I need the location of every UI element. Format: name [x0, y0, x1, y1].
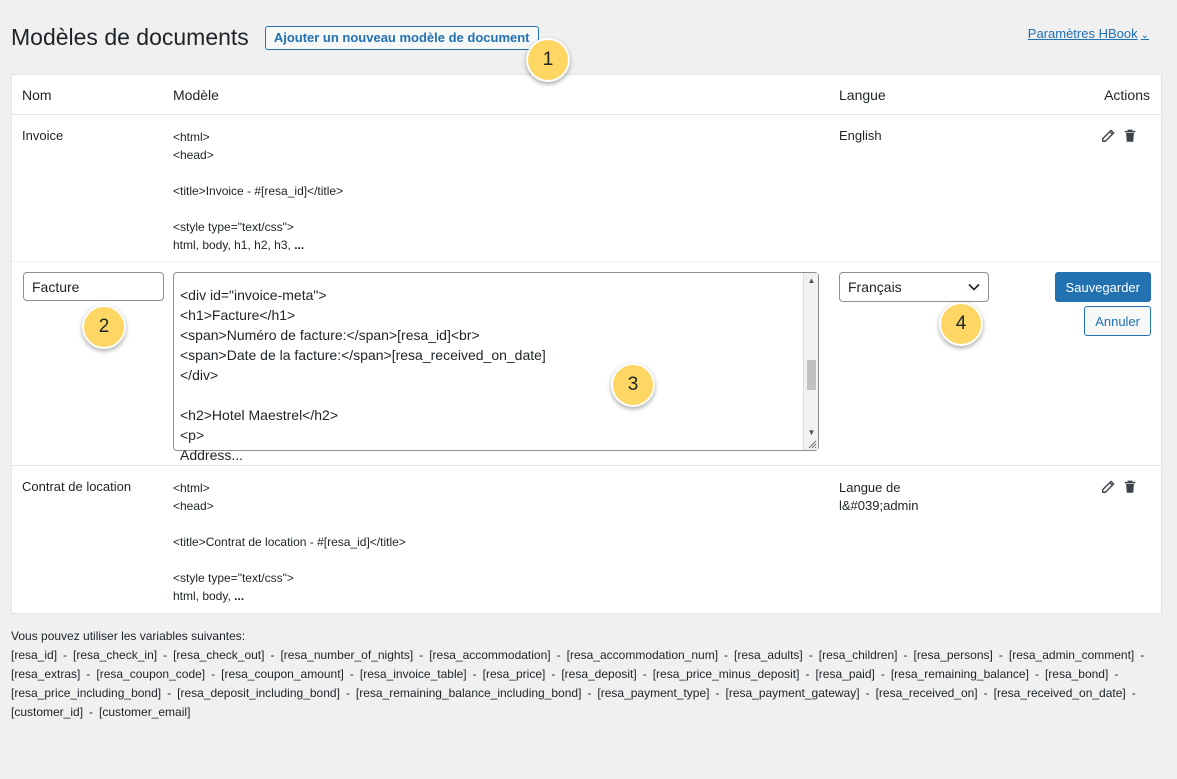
preview-line: [173, 200, 839, 218]
variable-separator: -: [587, 686, 592, 700]
variable-separator: -: [1114, 667, 1119, 681]
preview-line: [173, 515, 839, 533]
variable-separator: -: [349, 667, 354, 681]
variable-separator: -: [880, 667, 885, 681]
table-header: [12, 75, 1161, 115]
variable-token: [resa_price_minus_deposit]: [652, 667, 800, 681]
variable-separator: -: [63, 648, 68, 662]
variable-separator: -: [805, 667, 810, 681]
variable-token: [resa_payment_gateway]: [725, 686, 860, 700]
variable-token: [resa_id]: [11, 648, 58, 662]
variable-separator: -: [1140, 648, 1145, 662]
variable-token: [resa_invoice_table]: [359, 667, 467, 681]
variable-separator: -: [865, 686, 870, 700]
preview-ellipsis: ...: [234, 589, 245, 603]
variable-token: [resa_price_including_bond]: [11, 686, 162, 700]
variable-separator: -: [551, 667, 556, 681]
templates-table: [11, 74, 1162, 614]
preview-line: [173, 551, 839, 569]
preview-line: <head>: [173, 499, 214, 513]
variable-separator: -: [211, 667, 216, 681]
variables-intro: Vous pouvez utiliser les variables suivantes:: [11, 629, 246, 643]
variable-separator: -: [86, 667, 91, 681]
variable-token: [resa_accommodation]: [429, 648, 551, 662]
variable-token: [resa_price]: [482, 667, 546, 681]
variable-token: [resa_number_of_nights]: [280, 648, 414, 662]
variable-token: [resa_check_out]: [173, 648, 265, 662]
trash-icon[interactable]: [1123, 479, 1137, 495]
template-name-input[interactable]: Facture: [23, 272, 164, 301]
template-textarea[interactable]: [173, 272, 819, 463]
trash-icon[interactable]: [1123, 128, 1137, 144]
hbook-settings-link[interactable]: [1028, 26, 1149, 41]
chevron-down-icon: [968, 283, 980, 291]
preview-line: <html>: [173, 130, 210, 144]
preview-line: html, body, h1, h2, h3, ...: [173, 238, 305, 252]
variable-token: [resa_remaining_balance_including_bond]: [355, 686, 582, 700]
variable-token: [resa_children]: [818, 648, 898, 662]
language-select-value: Français: [848, 279, 902, 295]
pencil-icon[interactable]: [1101, 479, 1115, 495]
preview-line: <html>: [173, 481, 210, 495]
variable-separator: -: [419, 648, 424, 662]
variable-token: [resa_admin_comment]: [1008, 648, 1135, 662]
variable-separator: -: [163, 648, 168, 662]
template-preview-lines: [173, 479, 839, 605]
variable-separator: -: [642, 667, 647, 681]
cancel-button[interactable]: Annuler: [1084, 306, 1151, 336]
table-row: [12, 466, 1161, 613]
variable-token: [resa_deposit_including_bond]: [177, 686, 340, 700]
variable-separator: -: [1034, 667, 1039, 681]
hbook-settings-label: Paramètres HBook: [1027, 26, 1138, 41]
variable-separator: -: [903, 648, 908, 662]
variable-separator: -: [983, 686, 988, 700]
variable-separator: -: [89, 705, 94, 719]
scroll-thumb[interactable]: [807, 360, 816, 390]
chevron-down-icon: ⌄: [1140, 30, 1149, 41]
template-name: Contrat de location: [22, 479, 132, 494]
scroll-up-arrow-icon[interactable]: ▲: [807, 276, 816, 285]
textarea-scrollbar[interactable]: [803, 273, 818, 450]
variable-token: [resa_paid]: [815, 667, 875, 681]
add-template-button[interactable]: Ajouter un nouveau modèle de document: [265, 26, 539, 50]
table-row: [12, 115, 1161, 262]
language-select[interactable]: [839, 272, 989, 302]
column-header-name: Nom: [22, 86, 52, 103]
variable-separator: -: [1131, 686, 1136, 700]
variable-token: [resa_payment_type]: [597, 686, 710, 700]
variable-token: [resa_check_in]: [73, 648, 158, 662]
variable-separator: -: [715, 686, 720, 700]
variable-token: [resa_coupon_code]: [96, 667, 206, 681]
preview-line: html, body, ...: [173, 589, 245, 603]
pencil-icon[interactable]: [1101, 128, 1115, 144]
variable-separator: -: [808, 648, 813, 662]
variable-separator: -: [270, 648, 275, 662]
variable-token: [customer_id]: [11, 705, 84, 719]
variable-separator: -: [556, 648, 561, 662]
column-header-actions: Actions: [1104, 86, 1150, 103]
variables-help: [11, 627, 1161, 722]
resize-handle-icon[interactable]: [807, 439, 817, 449]
scroll-down-arrow-icon[interactable]: ▼: [807, 428, 816, 437]
table-row-editing: [12, 262, 1161, 466]
variable-token: [resa_received_on_date]: [993, 686, 1126, 700]
variable-token: [resa_remaining_balance]: [890, 667, 1029, 681]
variables-list: [11, 646, 1161, 722]
preview-line: <head>: [173, 148, 214, 162]
template-preview-lines: [173, 128, 839, 254]
template-preview: [173, 479, 839, 613]
variable-token: [resa_accommodation_num]: [566, 648, 719, 662]
preview-ellipsis: ...: [294, 238, 305, 252]
variable-token: [resa_bond]: [1044, 667, 1109, 681]
variable-token: [resa_adults]: [734, 648, 803, 662]
variable-token: [resa_persons]: [913, 648, 993, 662]
variable-separator: -: [472, 667, 477, 681]
annotation-badge-4: 4: [939, 302, 983, 346]
preview-line: <title>Invoice - #[resa_id]</title>: [173, 184, 344, 198]
variable-separator: -: [345, 686, 350, 700]
variable-token: [customer_email]: [99, 705, 191, 719]
column-header-language: Langue: [839, 86, 886, 103]
variable-token: [resa_coupon_amount]: [221, 667, 344, 681]
template-language: Langue de l&#039;admin: [839, 480, 919, 513]
variable-token: [resa_extras]: [11, 667, 81, 681]
variable-token: [resa_received_on]: [875, 686, 978, 700]
preview-line: <style type="text/css">: [173, 571, 294, 585]
page-header: [11, 24, 539, 51]
template-language: English: [839, 128, 882, 143]
save-button[interactable]: Sauvegarder: [1055, 272, 1151, 302]
annotation-badge-1: 1: [526, 38, 570, 82]
annotation-badge-3: 3: [611, 363, 655, 407]
template-preview: [173, 128, 839, 261]
template-textarea-content: <div id="invoice-meta"> <h1>Facture</h1> <span>Numéro de facture:</span>[resa_id]<br> <span>Date de la facture:</span>[resa_received_on_date] </div> <h2>Hotel Maestrel</h2> <p> Address...: [180, 287, 546, 463]
variable-separator: -: [167, 686, 172, 700]
preview-line: <style type="text/css">: [173, 220, 294, 234]
preview-line: [173, 164, 839, 182]
preview-line: <title>Contrat de location - #[resa_id]</title>: [173, 535, 406, 549]
column-header-model: Modèle: [173, 86, 219, 103]
template-name: Invoice: [22, 128, 64, 143]
annotation-badge-2: 2: [82, 305, 126, 349]
variable-separator: -: [724, 648, 729, 662]
variable-token: [resa_deposit]: [561, 667, 637, 681]
page-title: Modèles de documents: [11, 24, 249, 50]
variable-separator: -: [998, 648, 1003, 662]
